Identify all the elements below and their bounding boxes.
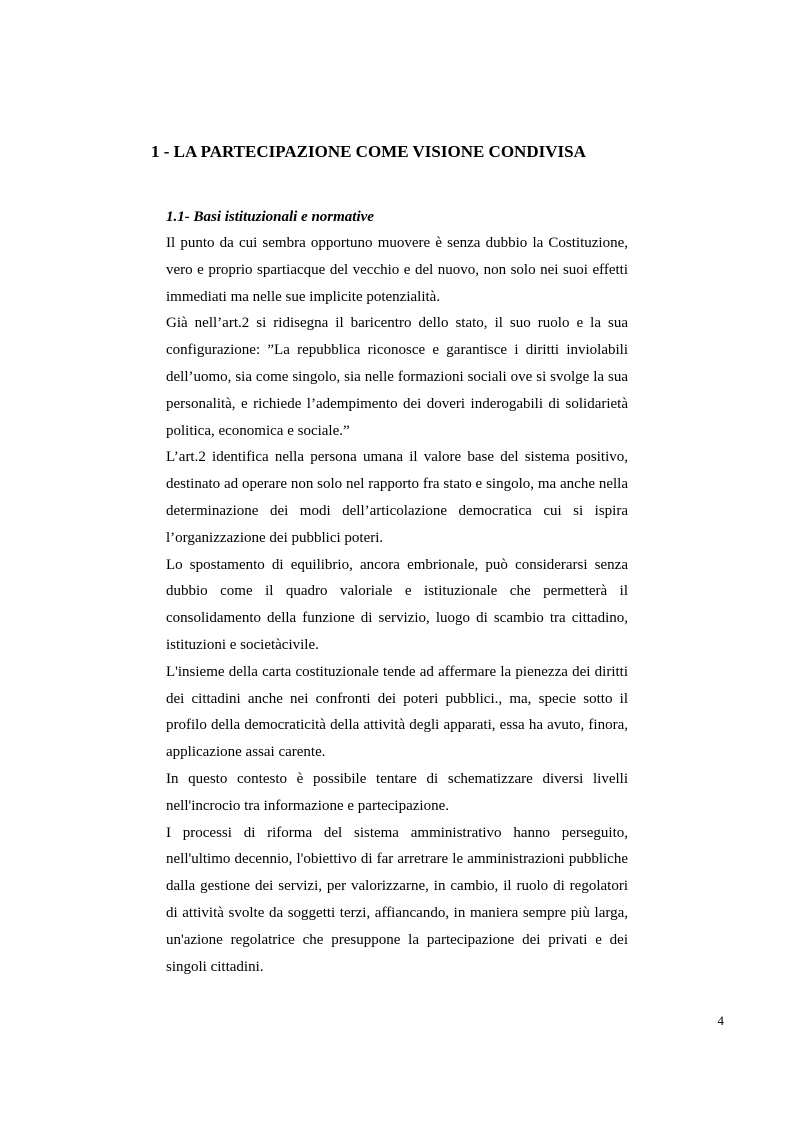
paragraph-art2-quote: Già nell’art.2 si ridisegna il baricentro dello stato, il suo ruolo e la sua configurazione: ”La repubblica riconosce e garantisce i diritti inviolabili dell’uomo, sia come singolo, sia nelle formazioni sociali ove si svolge la sua personalità, e richiede l’adempimento dei doveri inderogabili di solidarietà politica, economica e sociale.” xyxy=(166,315,628,439)
paragraph-contesto: In questo contesto è possibile tentare di schematizzare diversi livelli nell'incrocio tra informazione e partecipazione. xyxy=(166,770,628,814)
paragraph-art2-persona: L’art.2 identifica nella persona umana il valore base del sistema positivo, destinato ad operare non solo nel rapporto fra stato e singolo, ma anche nella determinazione dei modi dell’articolazione democratica cui si ispira l’organizzazione dei pubblici poteri. xyxy=(166,449,628,546)
page-number: 4 xyxy=(717,1013,724,1028)
chapter-title: 1 - LA PARTECIPAZIONE COME VISIONE CONDIVISA xyxy=(151,142,586,161)
paragraph-carta-costituzionale: L'insieme della carta costituzionale tende ad affermare la pienezza dei diritti dei cittadini anche nei confronti dei poteri pubblici., ma, specie sotto il profilo della democraticità della attività degli apparati, essa ha avuto, finora, applicazione assai carente. xyxy=(166,663,628,761)
paragraph-costituzione: Il punto da cui sembra opportuno muovere è senza dubbio la Costituzione, vero e proprio spartiacque del vecchio e del nuovo, non solo nei suoi effetti immediati ma nelle sue implicite potenzialità. xyxy=(166,235,628,305)
section-title: 1.1- Basi istituzionali e normative xyxy=(166,209,374,225)
paragraph-riforma: I processi di riforma del sistema amministrativo hanno perseguito, nell'ultimo decennio, l'obiettivo di far arretrare le amministrazioni pubbliche dalla gestione dei servizi, per valorizzarne, in cambio, il ruolo di regolatori di attività svolte da soggetti terzi, affiancando, in maniera sempre più larga, un'azione regolatrice che presuppone la partecipazione dei privati e dei singoli cittadini. xyxy=(166,824,628,975)
paragraph-equilibrio: Lo spostamento di equilibrio, ancora embrionale, può considerarsi senza dubbio come il quadro valoriale e istituzionale che permetterà il consolidamento della funzione di servizio, luogo di scambio tra cittadino, istituzioni e societàcivile. xyxy=(166,556,628,653)
body-text xyxy=(166,230,628,980)
